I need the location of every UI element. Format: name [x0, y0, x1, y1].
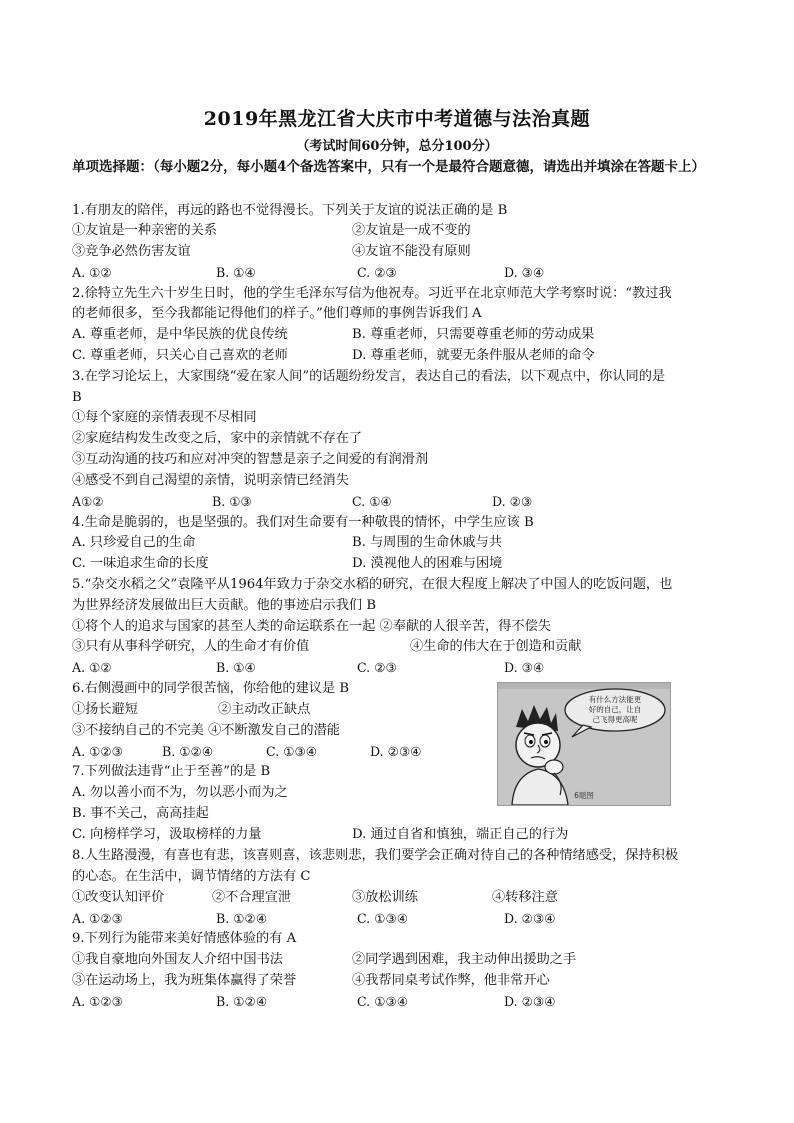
- q7-option-c: C. 向榜样学习，汲取榜样的力量: [72, 827, 262, 842]
- q5-option-b: B. ①④: [216, 660, 256, 675]
- q5-option-a: A. ①②: [72, 660, 112, 675]
- q6-cartoon-image: [497, 682, 671, 806]
- q9-statement-2: ②同学遇到困难，我主动伸出援助之手: [352, 952, 577, 967]
- q1-statement-3: ③竞争必然伤害友谊: [72, 244, 191, 259]
- q1-statement-1: ①友谊是一种亲密的关系: [72, 223, 218, 238]
- q1-statement-4: ④友谊不能没有原则: [352, 244, 471, 259]
- q3-stem-line1: 3.在学习论坛上，大家围绕“爱在家人间”的话题纷纷发言，表达自己的看法，以下观点中，你认同的是: [72, 369, 666, 384]
- q3-option-a: A①②: [72, 494, 104, 509]
- q4-option-c: C. 一味追求生命的长度: [72, 556, 209, 571]
- bubble-text-line2: 好的自己，让自: [588, 705, 642, 714]
- q7-stem: 7.下列做法违背“止于至善”的是 B: [72, 764, 271, 779]
- bubble-text-line3: 己飞得更高呢: [592, 715, 638, 724]
- q6-option-b: B. ①②④: [162, 744, 214, 759]
- q8-option-d: D. ②③④: [504, 911, 556, 926]
- q8-option-c: C. ①③④: [357, 911, 409, 926]
- cartoon-caption: 6题图: [574, 791, 594, 800]
- page-title: 2019年黑龙江省大庆市中考道德与法治真题: [203, 108, 591, 130]
- q6-statements-3-4: ③不接纳自己的不完美 ④不断激发自己的潜能: [72, 723, 340, 738]
- q8-option-a: A. ①②③: [72, 911, 123, 926]
- q6-option-a: A. ①②③: [72, 744, 123, 759]
- q5-statement-3: ③只有从事科学研究，人的生命才有价值: [72, 639, 310, 654]
- q5-statement-4: ④生命的伟大在于创造和贡献: [410, 639, 582, 654]
- q5-stem-line1: 5.“杂交水稻之父”袁隆平从1964年致力于杂交水稻的研究，在很大程度上解决了中国人的吃饭问题，也: [72, 577, 673, 592]
- q2-option-c: C. 尊重老师，只关心自己喜欢的老师: [72, 348, 288, 363]
- q9-stem: 9.下列行为能带来美好情感体验的有 A: [72, 931, 297, 946]
- q7-option-d: D. 通过自省和慎独，端正自己的行为: [352, 827, 569, 842]
- q5-stem-line2: 为世界经济发展做出巨大贡献。他的事迹启示我们 B: [72, 598, 377, 613]
- cartoon-drawing: [498, 683, 670, 805]
- q6-stem: 6.右侧漫画中的同学很苦恼，你给他的建议是 B: [72, 681, 350, 696]
- q3-option-d: D. ②③: [492, 494, 533, 509]
- q1-option-c: C. ②③: [357, 265, 397, 280]
- q6-option-d: D. ②③④: [370, 744, 422, 759]
- q8-statement-2: ②不合理宣泄: [212, 890, 292, 905]
- q6-statement-2: ②主动改正缺点: [218, 702, 311, 717]
- q8-stem-line1: 8.人生路漫漫，有喜也有悲，该喜则喜，该悲则悲，我们要学会正确对待自己的各种情绪感受，保持积极: [72, 848, 679, 863]
- section-heading: 单项选择题：（每小题2分，每小题4个备选答案中，只有一个是最符合题意德，请选出并填涂在答题卡上）: [72, 159, 706, 175]
- q2-stem-line2: 的老师很多，至今我都能记得他们的样子。”他们尊师的事例告诉我们 A: [72, 306, 482, 321]
- q9-option-c: C. ①③④: [357, 994, 409, 1009]
- bubble-text-line1: 有什么方法能更: [588, 695, 642, 704]
- q3-statement-3: ③互动沟通的技巧和应对冲突的智慧是亲子之间爱的有润滑剂: [72, 452, 429, 467]
- q5-option-d: D. ③④: [504, 660, 545, 675]
- q3-statement-4: ④感受不到自己渴望的亲情，说明亲情已经消失: [72, 473, 349, 488]
- q8-statement-1: ①改变认知评价: [72, 890, 165, 905]
- q5-statements-1-2: ①将个人的追求与国家的甚至人类的命运联系在一起 ②奉献的人很辛苦，得不偿失: [72, 619, 551, 634]
- q3-statement-2: ②家庭结构发生改变之后，家中的亲情就不存在了: [72, 431, 363, 446]
- q3-answer: B: [72, 390, 82, 405]
- q9-statement-3: ③在运动场上，我为班集体赢得了荣誉: [72, 973, 297, 988]
- q2-stem-line1: 2.徐特立先生六十岁生日时，他的学生毛泽东写信为他祝寿。习近平在北京师范大学考察时说：“教过我: [72, 286, 672, 301]
- q1-option-b: B. ①④: [216, 265, 256, 280]
- q3-statement-1: ①每个家庭的亲情表现不尽相同: [72, 410, 257, 425]
- q1-option-d: D. ③④: [504, 265, 545, 280]
- q9-statement-4: ④我帮同桌考试作弊，他非常开心: [352, 973, 550, 988]
- q6-statement-1: ①扬长避短: [72, 702, 138, 717]
- q9-option-a: A. ①②③: [72, 994, 123, 1009]
- q8-statement-3: ③放松训练: [352, 890, 418, 905]
- q4-option-a: A. 只珍爱自己的生命: [72, 535, 196, 550]
- q8-statement-4: ④转移注意: [492, 890, 558, 905]
- q1-stem: 1.有朋友的陪伴，再远的路也不觉得漫长。下列关于友谊的说法正确的是 B: [72, 203, 508, 218]
- q8-option-b: B. ①②④: [216, 911, 268, 926]
- q2-option-b: B. 尊重老师，只需要尊重老师的劳动成果: [352, 327, 595, 342]
- q3-option-c: C. ①④: [352, 494, 392, 509]
- q4-stem: 4.生命是脆弱的，也是坚强的。我们对生命要有一种敬畏的情怀，中学生应该 B: [72, 515, 534, 530]
- q7-option-a: A. 勿以善小而不为，勿以恶小而为之: [72, 785, 288, 800]
- q7-option-b: B. 事不关己，高高挂起: [72, 806, 209, 821]
- q1-option-a: A. ①②: [72, 265, 112, 280]
- q5-option-c: C. ②③: [357, 660, 397, 675]
- q9-option-b: B. ①②④: [216, 994, 268, 1009]
- q1-statement-2: ②友谊是一成不变的: [352, 223, 471, 238]
- q4-option-b: B. 与周围的生命休戚与共: [352, 535, 502, 550]
- q3-option-b: B. ①③: [212, 494, 252, 509]
- exam-info: （考试时间60分钟，总分100分）: [296, 139, 498, 154]
- q9-option-d: D. ②③④: [504, 994, 556, 1009]
- q4-option-d: D. 漠视他人的困难与困境: [352, 556, 503, 571]
- q6-option-c: C. ①③④: [266, 744, 318, 759]
- q2-option-a: A. 尊重老师，是中华民族的优良传统: [72, 327, 288, 342]
- q8-stem-line2: 的心态。在生活中，调节情绪的方法有 C: [72, 869, 311, 884]
- q9-statement-1: ①我自豪地向外国友人介绍中国书法: [72, 952, 283, 967]
- q2-option-d: D. 尊重老师，就要无条件服从老师的命令: [352, 348, 595, 363]
